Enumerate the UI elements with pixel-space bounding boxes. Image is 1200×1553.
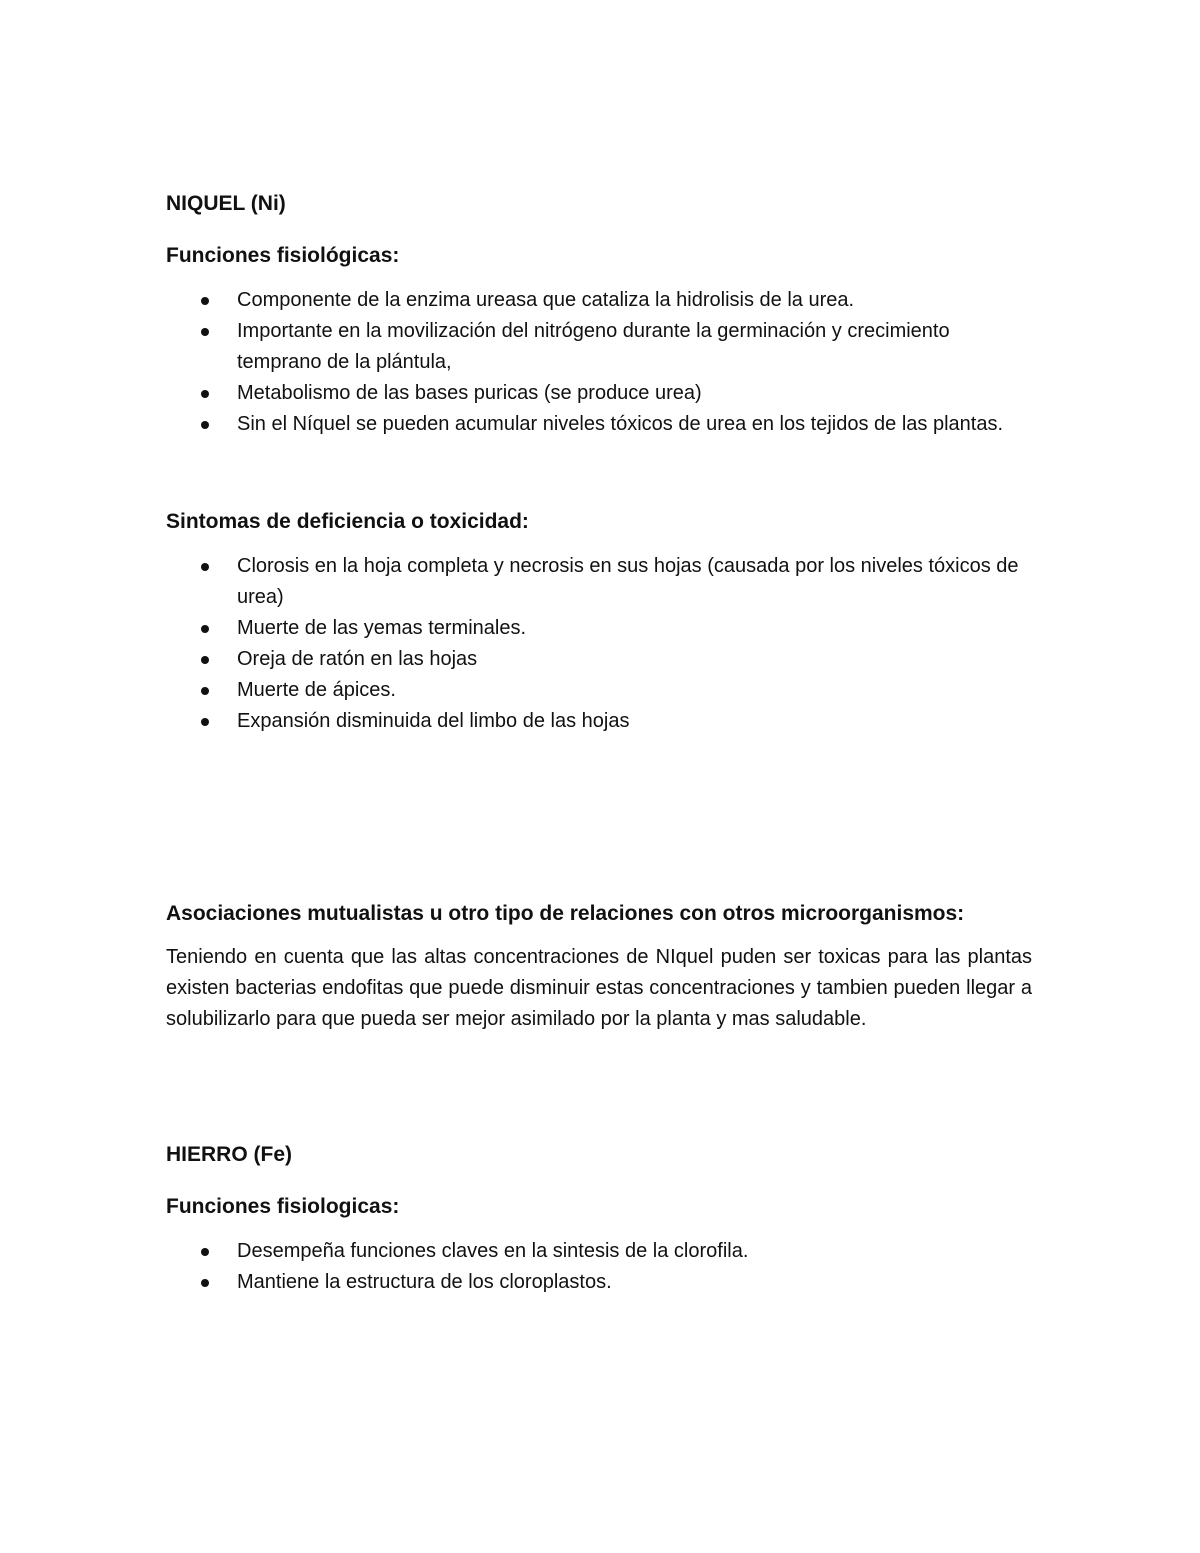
list-item: Oreja de ratón en las hojas	[166, 644, 1032, 675]
bullet-icon	[201, 656, 209, 664]
list-item: Mantiene la estructura de los cloroplastos.	[166, 1267, 1032, 1298]
niquel-sintomas-list	[166, 551, 1032, 737]
document-body	[166, 188, 1032, 1298]
niquel-asociaciones-heading: Asociaciones mutualistas u otro tipo de relaciones con otros microorganismos:	[166, 902, 965, 925]
bullet-icon	[201, 421, 209, 429]
bullet-icon	[201, 1279, 209, 1287]
hierro-funciones-list	[166, 1236, 1032, 1298]
list-item: Muerte de las yemas terminales.	[166, 613, 1032, 644]
list-item: Sin el Níquel se pueden acumular niveles tóxicos de urea en los tejidos de las plantas.	[166, 409, 1032, 440]
bullet-icon	[201, 687, 209, 695]
bullet-icon	[201, 390, 209, 398]
niquel-title: NIQUEL (Ni)	[166, 192, 286, 215]
niquel-asociaciones-text: Teniendo en cuenta que las altas concentraciones de NIquel puden ser toxicas para las plantas existen bacterias endofitas que puede disminuir estas concentraciones y tambien pueden llegar a solubilizarlo para que pueda ser mejor asimilado por la planta y mas saludable.	[166, 946, 1032, 1030]
bullet-icon	[201, 1248, 209, 1256]
niquel-funciones-heading: Funciones fisiológicas:	[166, 244, 400, 267]
list-item: Desempeña funciones claves en la sintesis de la clorofila.	[166, 1236, 1032, 1267]
list-item: Metabolismo de las bases puricas (se produce urea)	[166, 378, 1032, 409]
list-item: Importante en la movilización del nitrógeno durante la germinación y crecimiento temprano de la plántula,	[166, 316, 1032, 378]
bullet-icon	[201, 563, 209, 571]
niquel-funciones-list	[166, 285, 1032, 440]
bullet-icon	[201, 297, 209, 305]
list-item: Muerte de ápices.	[166, 675, 1032, 706]
bullet-icon	[201, 328, 209, 336]
hierro-title: HIERRO (Fe)	[166, 1143, 292, 1166]
list-item: Componente de la enzima ureasa que cataliza la hidrolisis de la urea.	[166, 285, 1032, 316]
niquel-sintomas-heading: Sintomas de deficiencia o toxicidad:	[166, 510, 529, 533]
bullet-icon	[201, 718, 209, 726]
hierro-funciones-heading: Funciones fisiologicas:	[166, 1195, 400, 1218]
list-item: Clorosis en la hoja completa y necrosis en sus hojas (causada por los niveles tóxicos de urea)	[166, 551, 1032, 613]
bullet-icon	[201, 625, 209, 633]
list-item: Expansión disminuida del limbo de las hojas	[166, 706, 1032, 737]
